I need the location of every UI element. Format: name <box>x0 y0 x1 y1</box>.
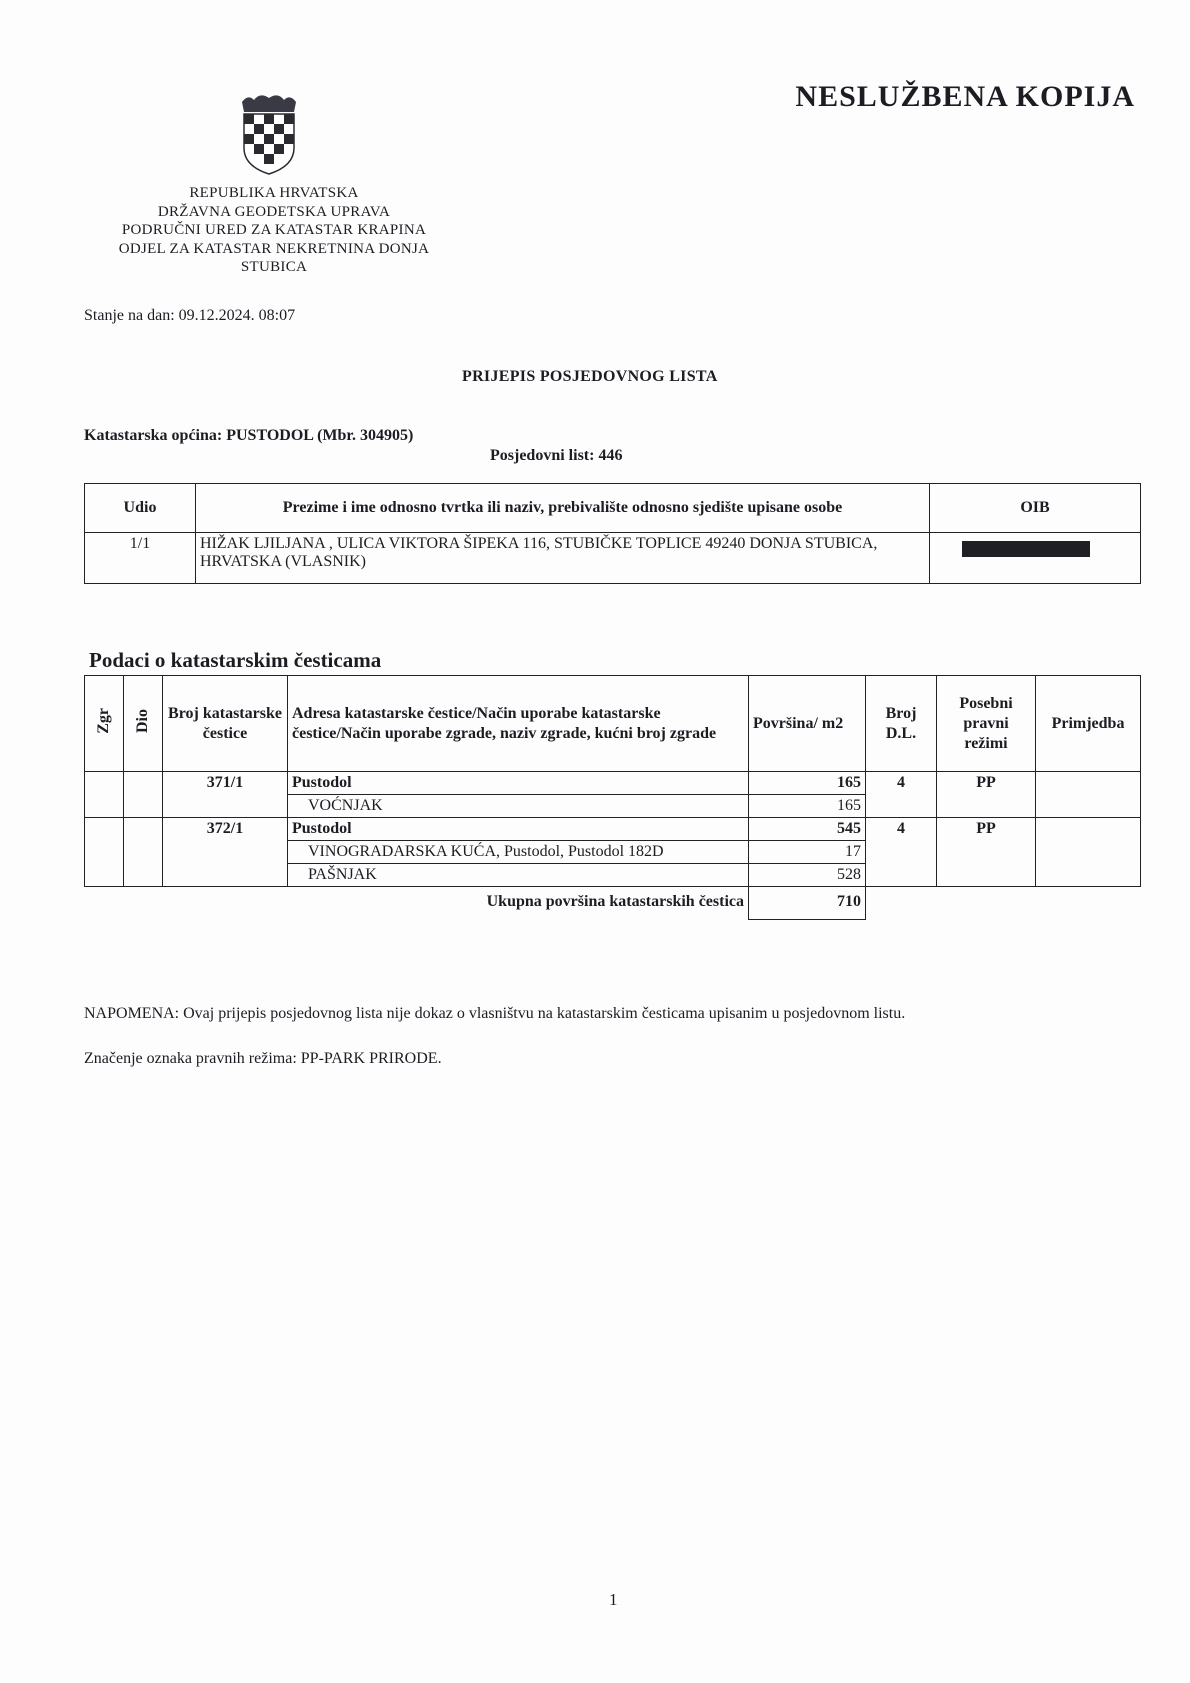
redaction-bar <box>962 541 1090 557</box>
coat-of-arms-icon <box>236 92 302 176</box>
issuer-line: DRŽAVNA GEODETSKA UPRAVA <box>157 203 391 220</box>
table-row <box>85 772 1141 795</box>
header-dl: Broj D.L. <box>866 676 937 772</box>
table-row <box>85 818 1141 841</box>
header-parcel-number: Broj katastarske čestice <box>163 676 288 772</box>
parcels-table <box>84 675 1141 920</box>
header-share: Udio <box>85 484 196 533</box>
header-oib: OIB <box>930 484 1141 533</box>
header-address: Adresa katastarske čestice/Način uporabe katastarske čestice/Način uporabe zgrade, naziv zgrade, kućni broj zgrade <box>288 676 749 772</box>
parcels-section-title: Podaci o katastarskim česticama <box>89 648 382 672</box>
parcel-dl: 4 <box>866 818 937 887</box>
parcel-use: PAŠNJAK <box>288 864 749 887</box>
cadastral-municipality: Katastarska općina: PUSTODOL (Mbr. 304905) <box>84 427 414 444</box>
header-area: Površina/ m2 <box>749 676 866 772</box>
total-area: 710 <box>749 887 866 920</box>
issuer-block <box>80 184 468 277</box>
parcel-number: 371/1 <box>163 772 288 818</box>
regime-legend: Značenje oznaka pravnih režima: PP-PARK PRIRODE. <box>84 1050 442 1067</box>
issuer-line: ODJEL ZA KATASTAR NEKRETNINA DONJA <box>118 240 430 257</box>
header-dio: Dio <box>134 708 151 733</box>
header-remark: Primjedba <box>1036 676 1141 772</box>
owners-table <box>84 483 1141 584</box>
header-zgr: Zgr <box>95 707 112 734</box>
header-regime: Posebni pravni režimi <box>937 676 1036 772</box>
total-label: Ukupna površina katastarskih čestica <box>486 893 744 910</box>
parcel-regime: PP <box>937 818 1036 887</box>
parcel-use-area: 528 <box>749 864 866 887</box>
parcel-dl: 4 <box>866 772 937 818</box>
document-title: PRIJEPIS POSJEDOVNOG LISTA <box>462 368 718 385</box>
owners-header-row <box>85 484 1141 533</box>
parcel-area: 165 <box>749 772 866 795</box>
issuer-line: STUBICA <box>240 259 308 275</box>
parcel-address: Pustodol <box>288 772 749 795</box>
parcel-area: 545 <box>749 818 866 841</box>
possession-sheet-number: Posjedovni list: 446 <box>490 447 623 464</box>
parcel-use: VOĆNJAK <box>288 795 749 818</box>
owner-name: HIŽAK LJILJANA , ULICA VIKTORA ŠIPEKA 116, STUBIČKE TOPLICE 49240 DONJA STUBICA, HRVATSKA (VLASNIK) <box>196 533 930 584</box>
page-number: 1 <box>609 1590 618 1609</box>
parcel-address: Pustodol <box>288 818 749 841</box>
parcel-use: VINOGRADARSKA KUĆA, Pustodol, Pustodol 182D <box>288 841 749 864</box>
parcel-number: 372/1 <box>163 818 288 887</box>
owner-share: 1/1 <box>85 533 196 584</box>
parcel-use-area: 17 <box>749 841 866 864</box>
total-row <box>85 887 1141 920</box>
issuer-line: PODRUČNI URED ZA KATASTAR KRAPINA <box>121 222 427 238</box>
owner-oib-redacted <box>930 533 1141 584</box>
table-row <box>85 533 1141 584</box>
note: NAPOMENA: Ovaj prijepis posjedovnog lista nije dokaz o vlasništvu na katastarskim česticama upisanim u posjedovnom listu. <box>84 1005 906 1022</box>
state-date: Stanje na dan: 09.12.2024. 08:07 <box>84 307 296 324</box>
header-name: Prezime i ime odnosno tvrtka ili naziv, prebivalište odnosno sjedište upisane osobe <box>196 484 930 533</box>
parcels-header-row <box>85 676 1141 772</box>
parcel-regime: PP <box>937 772 1036 818</box>
unofficial-copy-stamp: NESLUŽBENA KOPIJA <box>795 80 1135 113</box>
issuer-line: REPUBLIKA HRVATSKA <box>189 185 359 201</box>
parcel-use-area: 165 <box>749 795 866 818</box>
